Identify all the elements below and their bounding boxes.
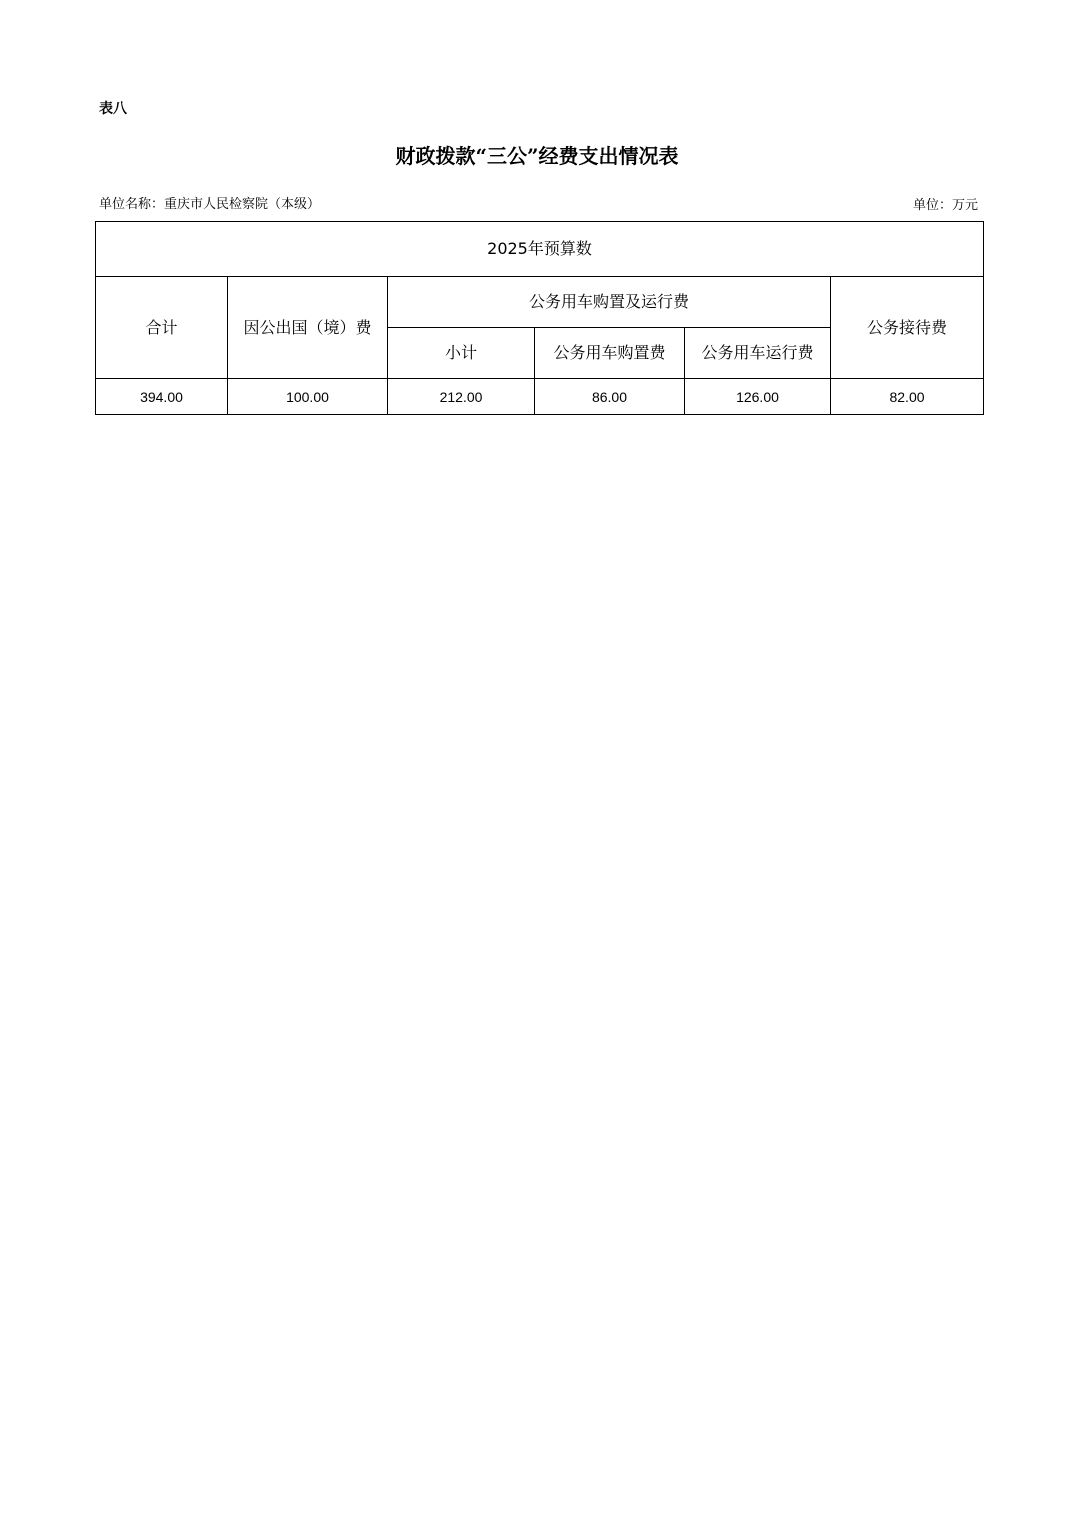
vehicle-purchase-header: 公务用车购置费 xyxy=(535,328,685,379)
table-header-row xyxy=(96,222,984,277)
vehicle-subtotal-value: 212.00 xyxy=(388,379,535,415)
vehicle-operation-header: 公务用车运行费 xyxy=(685,328,831,379)
total-value: 394.00 xyxy=(96,379,228,415)
overseas-column-header: 因公出国（境）费 xyxy=(228,277,388,379)
vehicle-subtotal-header: 小计 xyxy=(388,328,535,379)
vehicle-operation-value: 126.00 xyxy=(685,379,831,415)
reception-column-header: 公务接待费 xyxy=(831,277,984,379)
reception-value: 82.00 xyxy=(831,379,984,415)
vehicle-purchase-value: 86.00 xyxy=(535,379,685,415)
unit-name-label: 单位名称：重庆市人民检察院（本级） xyxy=(99,197,321,212)
table-row xyxy=(96,379,984,415)
table-number-label: 表八 xyxy=(99,101,127,117)
overseas-value: 100.00 xyxy=(228,379,388,415)
total-column-header: 合计 xyxy=(96,277,228,379)
document-title: 财政拨款“三公”经费支出情况表 xyxy=(395,144,679,168)
vehicle-group-header: 公务用车购置及运行费 xyxy=(388,277,831,328)
table-header-row xyxy=(96,277,984,328)
budget-table xyxy=(95,221,984,415)
year-budget-header: 2025年预算数 xyxy=(96,222,984,277)
unit-measure-label: 单位：万元 xyxy=(912,198,978,213)
